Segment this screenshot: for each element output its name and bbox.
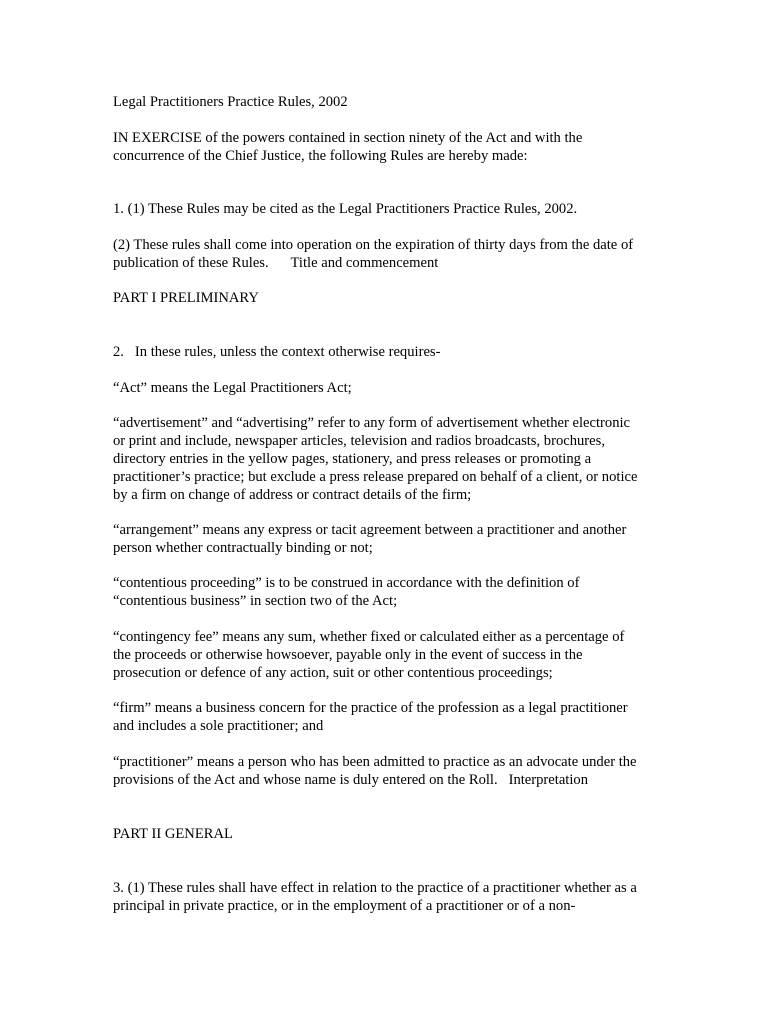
- text-line: “contingency fee” means any sum, whether fixed or calculated either as a percentage of: [113, 629, 625, 645]
- definition-practitioner: [113, 753, 673, 789]
- text-line: “Act” means the Legal Practitioners Act;: [113, 380, 352, 396]
- text-line: the proceeds or otherwise howsoever, payable only in the event of success in the: [113, 647, 583, 663]
- heading-line: PART I PRELIMINARY: [113, 290, 259, 306]
- rule-3-1-paragraph: [113, 879, 673, 915]
- text-line: prosecution or defence of any action, suit or other contentious proceedings;: [113, 665, 553, 681]
- text-line: by a firm on change of address or contract details of the firm;: [113, 487, 472, 503]
- text-line: 2. In these rules, unless the context otherwise requires-: [113, 344, 441, 360]
- text-line: principal in private practice, or in the employment of a practitioner or of a non-: [113, 898, 576, 914]
- text-line: “firm” means a business concern for the practice of the profession as a legal practitioner: [113, 700, 628, 716]
- text-line: concurrence of the Chief Justice, the following Rules are hereby made:: [113, 148, 528, 164]
- heading-line: PART II GENERAL: [113, 826, 233, 842]
- text-line: person whether contractually binding or not;: [113, 540, 373, 556]
- text-line: (2) These rules shall come into operation on the expiration of thirty days from the date of: [113, 237, 634, 253]
- text-line: IN EXERCISE of the powers contained in section ninety of the Act and with the: [113, 130, 583, 146]
- text-line: “advertisement” and “advertising” refer to any form of advertisement whether electronic: [113, 415, 631, 431]
- text-line: “contentious business” in section two of the Act;: [113, 593, 398, 609]
- text-line: and includes a sole practitioner; and: [113, 718, 324, 734]
- rule-1-2-paragraph: [113, 236, 673, 272]
- definition-contingency-fee: [113, 628, 673, 682]
- text-line: “arrangement” means any express or tacit agreement between a practitioner and another: [113, 522, 627, 538]
- definition-contentious-proceeding: [113, 574, 673, 610]
- title-line: Legal Practitioners Practice Rules, 2002: [113, 94, 348, 110]
- text-line: or print and include, newspaper articles, television and radios broadcasts, brochures,: [113, 433, 605, 449]
- text-line: “contentious proceeding” is to be construed in accordance with the definition of: [113, 575, 580, 591]
- text-line: 1. (1) These Rules may be cited as the Legal Practitioners Practice Rules, 2002.: [113, 201, 578, 217]
- text-line: provisions of the Act and whose name is duly entered on the Roll. Interpretation: [113, 772, 589, 788]
- text-line: directory entries in the yellow pages, stationery, and press releases or promoting a: [113, 451, 592, 467]
- rule-1-1-paragraph: [113, 200, 673, 218]
- document-title: [113, 93, 673, 111]
- text-line: publication of these Rules. Title and commencement: [113, 255, 439, 271]
- definition-firm: [113, 699, 673, 735]
- part-1-heading: [113, 289, 673, 307]
- text-line: practitioner’s practice; but exclude a press release prepared on behalf of a client, or notice: [113, 469, 638, 485]
- definition-advertisement: [113, 414, 673, 504]
- definition-arrangement: [113, 521, 673, 557]
- text-line: 3. (1) These rules shall have effect in relation to the practice of a practitioner whether as a: [113, 880, 637, 896]
- part-2-heading: [113, 825, 673, 843]
- text-line: “practitioner” means a person who has been admitted to practice as an advocate under the: [113, 754, 637, 770]
- preamble-paragraph: [113, 129, 673, 165]
- definition-act: [113, 379, 673, 397]
- rule-2-intro: [113, 343, 673, 361]
